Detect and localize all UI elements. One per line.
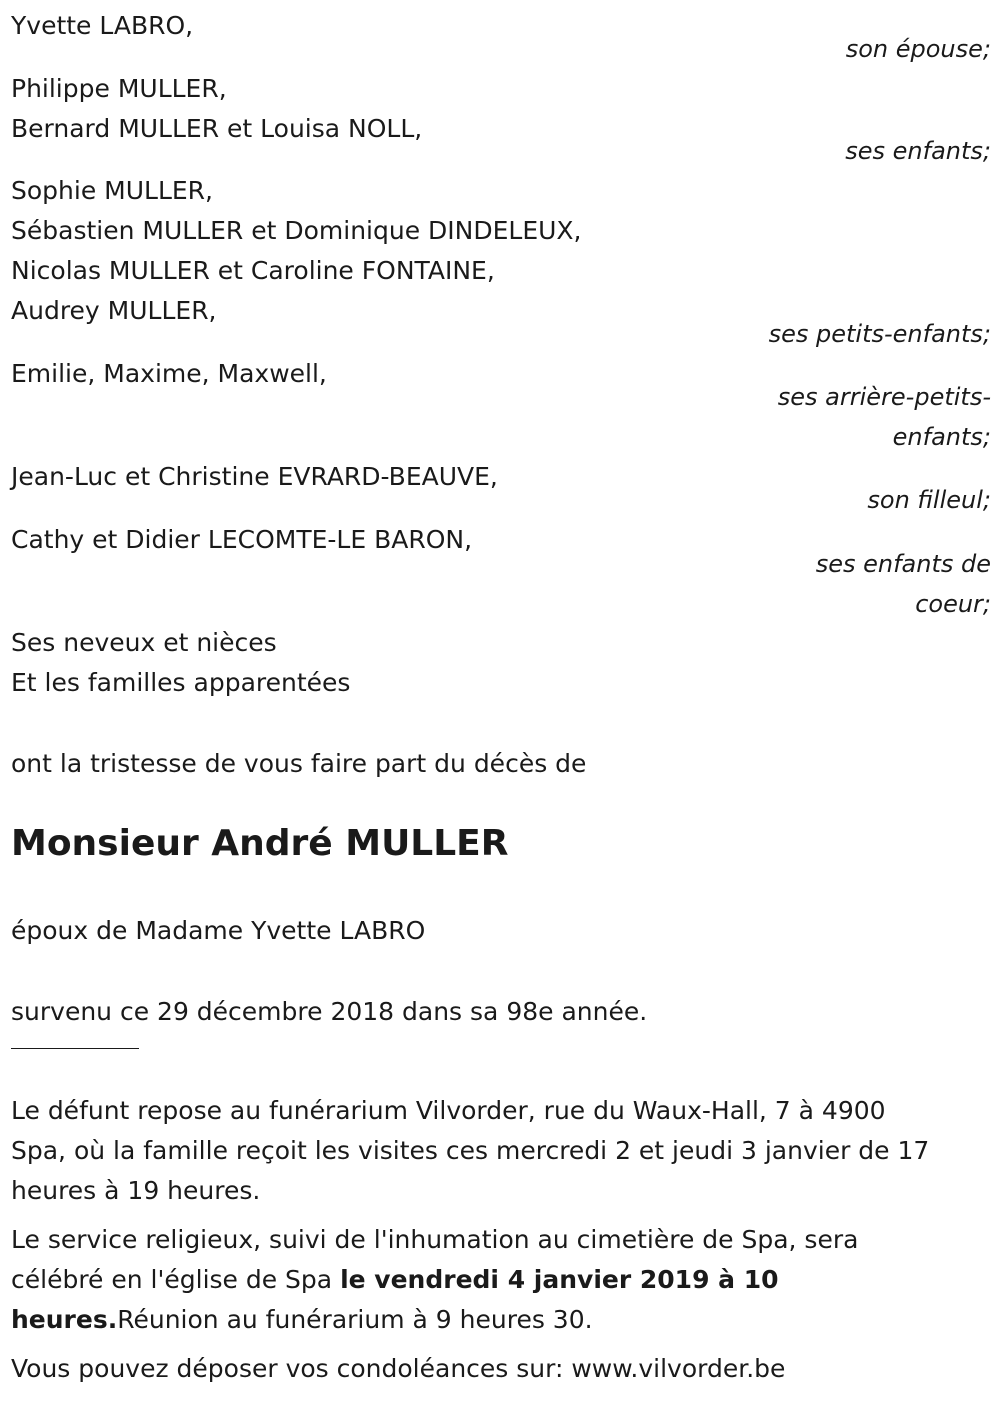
spouse-of-text: époux de Madame Yvette LABRO: [11, 916, 426, 945]
announcement-text: ont la tristesse de vous faire part du décès de: [11, 749, 587, 778]
heart-children-role: ses enfants de coeur;: [815, 550, 991, 618]
service-time-bold: heures.: [11, 1305, 118, 1334]
death-info: survenu ce 29 décembre 2018 dans sa 98e année.: [11, 997, 648, 1026]
list-item: Audrey MULLER,: [11, 296, 217, 325]
service-paragraph: Le service religieux, suivi de l'inhumation au cimetière de Spa, sera célébré en l'église de Spa le vendredi 4 janvier 2019 à 10 heures.Réunion au funérarium à 9 heures 30.: [11, 1225, 859, 1334]
great-grandchildren-role: ses arrière-petits- enfants;: [777, 383, 991, 451]
condolences-text: Vous pouvez déposer vos condoléances sur: www.vilvorder.be: [11, 1354, 786, 1383]
separator-text: [11, 1026, 126, 1050]
list-item: Ses neveux et nièces: [11, 628, 277, 657]
list-item: Et les familles apparentées: [11, 668, 351, 697]
list-item: Philippe MULLER,: [11, 74, 227, 103]
service-date-bold: le vendredi 4 janvier 2019 à 10: [340, 1265, 779, 1294]
grandchildren-role: ses petits-enfants;: [768, 320, 991, 348]
repose-paragraph: Le défunt repose au funérarium Vilvorder, rue du Waux-Hall, 7 à 4900 Spa, où la famille reçoit les visites ces mercredi 2 et jeudi 3 janvier de 17 heures à 19 heures.: [11, 1096, 930, 1205]
deceased-name: Monsieur André MULLER: [11, 823, 509, 864]
list-item: Bernard MULLER et Louisa NOLL,: [11, 114, 423, 143]
godson-role: son filleul;: [867, 486, 991, 514]
heart-children-names: Cathy et Didier LECOMTE-LE BARON,: [11, 525, 473, 554]
list-item: Sophie MULLER,: [11, 176, 213, 205]
list-item: Nicolas MULLER et Caroline FONTAINE,: [11, 256, 495, 285]
list-item: Sébastien MULLER et Dominique DINDELEUX,: [11, 216, 582, 245]
children-role: ses enfants;: [845, 137, 991, 165]
spouse-name: Yvette LABRO,: [11, 11, 194, 40]
great-grandchildren-list: Emilie, Maxime, Maxwell,: [11, 359, 327, 388]
grandchildren-list: [11, 171, 991, 331]
spouse-role: son épouse;: [845, 35, 991, 63]
other-relatives: [11, 623, 991, 703]
children-list: [11, 69, 991, 149]
godson-names: Jean-Luc et Christine EVRARD-BEAUVE,: [11, 462, 498, 491]
